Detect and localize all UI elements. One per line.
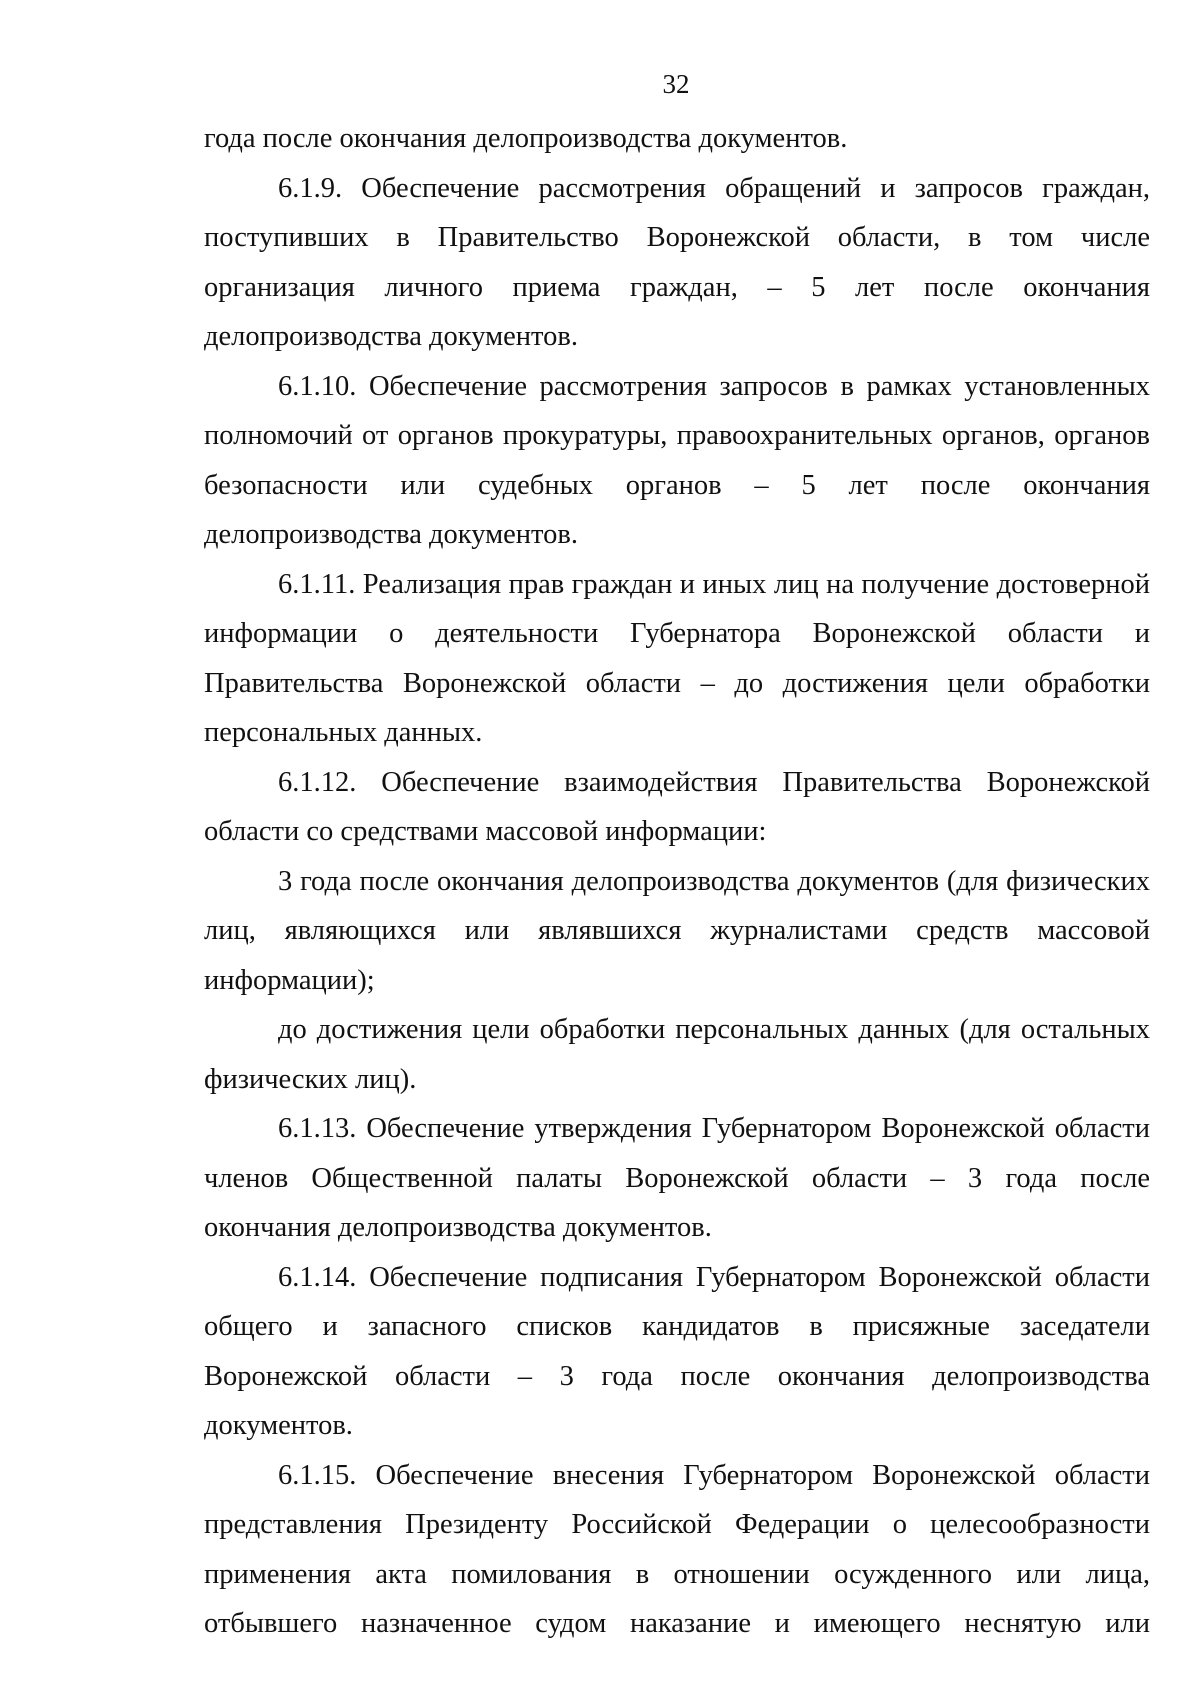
page-number: 32 — [662, 69, 690, 99]
paragraph-6-1-9: 6.1.9. Обеспечение рассмотрения обращений и запросов граждан, поступивших в Правительство Воронежской области, в том числе организация личного приема граждан, – 5 лет после окончания делопроизводства документов. — [204, 172, 1150, 352]
paragraph-6-1-13: 6.1.13. Обеспечение утверждения Губернатором Воронежской области членов Общественной палаты Воронежской области – 3 года после окончания делопроизводства документов. — [204, 1113, 1150, 1243]
paragraph-continuation: года после окончания делопроизводства документов. — [204, 123, 848, 154]
paragraph-6-1-11: 6.1.11. Реализация прав граждан и иных лиц на получение достоверной информации о деятельности Губернатора Воронежской области и Правительства Воронежской области – до достижения цели обработки персональных данных. — [204, 568, 1150, 748]
paragraph-6-1-12-journalists: 3 года после окончания делопроизводства документов (для физических лиц, являющихся или являвшихся журналистами средств массовой информации); — [204, 865, 1150, 996]
paragraph-6-1-12-others: до достижения цели обработки персональных данных (для остальных физических лиц). — [204, 1014, 1150, 1095]
paragraph-6-1-12: 6.1.12. Обеспечение взаимодействия Правительства Воронежской области со средствами массовой информации: — [204, 766, 1150, 847]
paragraph-6-1-14: 6.1.14. Обеспечение подписания Губернатором Воронежской области общего и запасного списков кандидатов в присяжные заседатели Воронежской области – 3 года после окончания делопроизводства документов. — [204, 1261, 1150, 1441]
document-body — [204, 114, 1150, 1649]
paragraph-6-1-15: 6.1.15. Обеспечение внесения Губернатором Воронежской области представления Президенту Российской Федерации о целесообразности применения акта помилования в отношении осужденного или лица, отбывшего назначенное судом наказание и имеющего неснятую или — [204, 1459, 1150, 1639]
paragraph-6-1-10: 6.1.10. Обеспечение рассмотрения запросов в рамках установленных полномочий от органов прокуратуры, правоохранительных органов, органов безопасности или судебных органов – 5 лет после окончания делопроизводства документов. — [204, 370, 1150, 550]
